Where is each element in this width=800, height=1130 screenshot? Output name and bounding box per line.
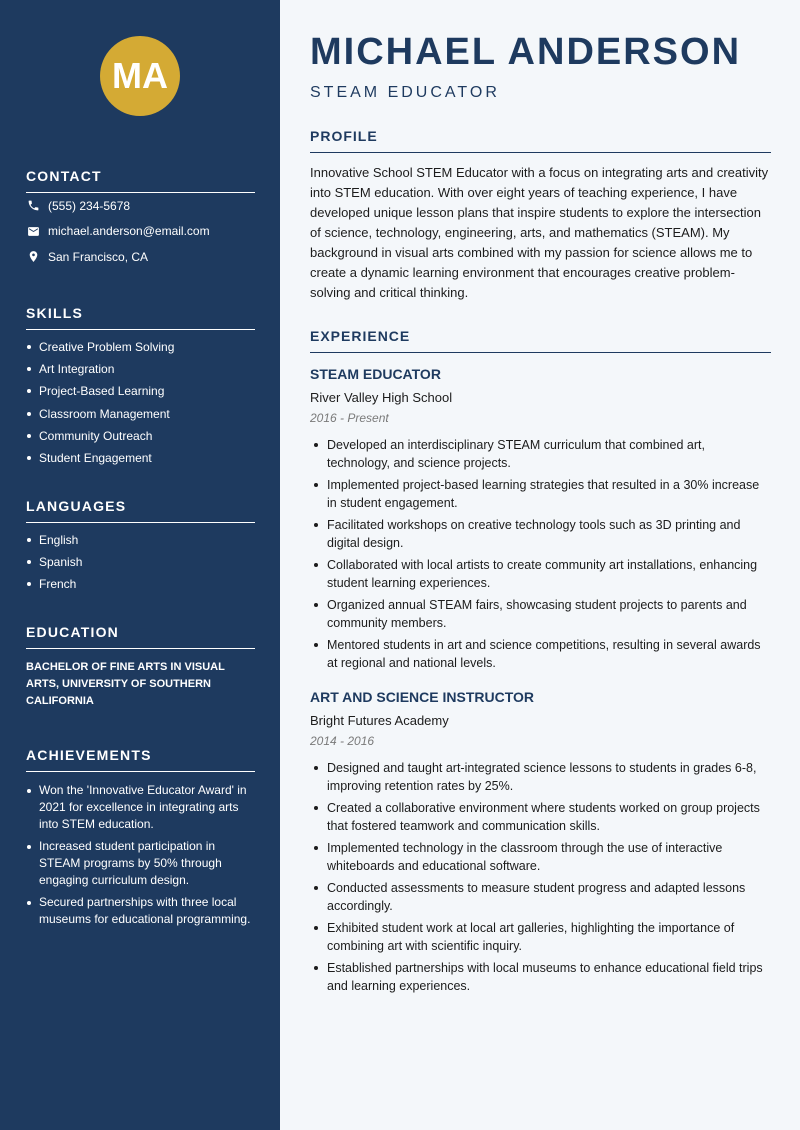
company-name: River Valley High School xyxy=(310,390,453,405)
list-item: Community Outreach xyxy=(26,429,255,443)
list-item: English xyxy=(26,533,255,547)
date-range: 2014 - 2016 xyxy=(310,734,375,748)
experience-entry xyxy=(310,366,771,676)
education-section xyxy=(26,624,255,710)
achievements-list xyxy=(26,782,255,928)
list-item: Conducted assessments to measure student progress and adapted lessons accordingly. xyxy=(310,879,771,915)
list-item: Creative Problem Solving xyxy=(26,340,255,354)
responsibilities-list xyxy=(310,436,771,672)
responsibilities-list xyxy=(310,759,771,995)
experience-heading: EXPERIENCE xyxy=(310,328,771,353)
education-heading: EDUCATION xyxy=(26,624,255,649)
phone-text: (555) 234-5678 xyxy=(48,198,131,213)
skills-heading: SKILLS xyxy=(26,305,255,330)
languages-section xyxy=(26,498,255,600)
education-degree: BACHELOR OF FINE ARTS IN VISUAL ARTS, UNIVERSITY OF SOUTHERN CALIFORNIA xyxy=(26,661,225,707)
list-item: Art Integration xyxy=(26,362,255,376)
sidebar xyxy=(0,0,280,1130)
experience-entry xyxy=(310,689,771,999)
list-item: Created a collaborative environment where students worked on group projects that fostered teamwork and communication skills. xyxy=(310,799,771,835)
list-item: Implemented project-based learning strategies that resulted in a 30% increase in student engagement. xyxy=(310,476,771,512)
contact-email xyxy=(26,219,255,245)
mail-icon xyxy=(26,224,40,238)
list-item: Secured partnerships with three local museums for educational programming. xyxy=(26,894,255,928)
list-item: Mentored students in art and science competitions, resulting in several awards at regional and national levels. xyxy=(310,636,771,672)
profile-text: Innovative School STEM Educator with a focus on integrating arts and creativity into STEM education. With over eight years of teaching experience, I have developed unique lesson plans that inspire students to explore the intersection of science, technology, engineering, arts, and mathematics (STEAM). My background in visual arts combined with my passion for science allows me to create a dynamic learning environment that encourages creative problem-solving and critical thinking. xyxy=(310,165,769,300)
skills-list xyxy=(26,340,255,465)
company-name: Bright Futures Academy xyxy=(310,713,449,728)
languages-heading: LANGUAGES xyxy=(26,498,255,523)
location-text: San Francisco, CA xyxy=(48,249,149,264)
list-item: Project-Based Learning xyxy=(26,384,255,398)
list-item: Designed and taught art-integrated science lessons to students in grades 6-8, improving retention rates by 25%. xyxy=(310,759,771,795)
contact-location xyxy=(26,244,255,270)
contact-heading: CONTACT xyxy=(26,168,255,193)
person-name: MICHAEL ANDERSON xyxy=(310,31,742,73)
skills-section xyxy=(26,305,255,473)
list-item: Student Engagement xyxy=(26,451,255,465)
list-item: Increased student participation in STEAM programs by 50% through engaging curriculum design. xyxy=(26,838,255,889)
profile-heading: PROFILE xyxy=(310,128,771,153)
list-item: French xyxy=(26,577,255,591)
languages-list xyxy=(26,533,255,591)
date-range: 2016 - Present xyxy=(310,411,389,425)
position-title: ART AND SCIENCE INSTRUCTOR xyxy=(310,689,535,705)
contact-section xyxy=(26,168,255,270)
achievements-heading: ACHIEVEMENTS xyxy=(26,747,255,772)
list-item: Organized annual STEAM fairs, showcasing student projects to parents and community members. xyxy=(310,596,771,632)
list-item: Collaborated with local artists to create community art installations, enhancing student learning experiences. xyxy=(310,556,771,592)
list-item: Won the 'Innovative Educator Award' in 2021 for excellence in integrating arts into STEM education. xyxy=(26,782,255,833)
avatar: MA xyxy=(100,36,180,116)
job-title: STEAM EDUCATOR xyxy=(310,84,500,101)
list-item: Exhibited student work at local art galleries, highlighting the importance of combining art with scientific inquiry. xyxy=(310,919,771,955)
list-item: Classroom Management xyxy=(26,407,255,421)
list-item: Facilitated workshops on creative technology tools such as 3D printing and digital design. xyxy=(310,516,771,552)
list-item: Implemented technology in the classroom through the use of interactive whiteboards and educational software. xyxy=(310,839,771,875)
location-pin-icon xyxy=(26,250,40,264)
phone-icon xyxy=(26,199,40,213)
position-title: STEAM EDUCATOR xyxy=(310,366,441,382)
list-item: Developed an interdisciplinary STEAM curriculum that combined art, technology, and science projects. xyxy=(310,436,771,472)
list-item: Established partnerships with local museums to enhance educational field trips and learning experiences. xyxy=(310,959,771,995)
email-text: michael.anderson@email.com xyxy=(48,224,210,239)
achievements-section xyxy=(26,747,255,933)
contact-phone xyxy=(26,193,255,219)
list-item: Spanish xyxy=(26,555,255,569)
